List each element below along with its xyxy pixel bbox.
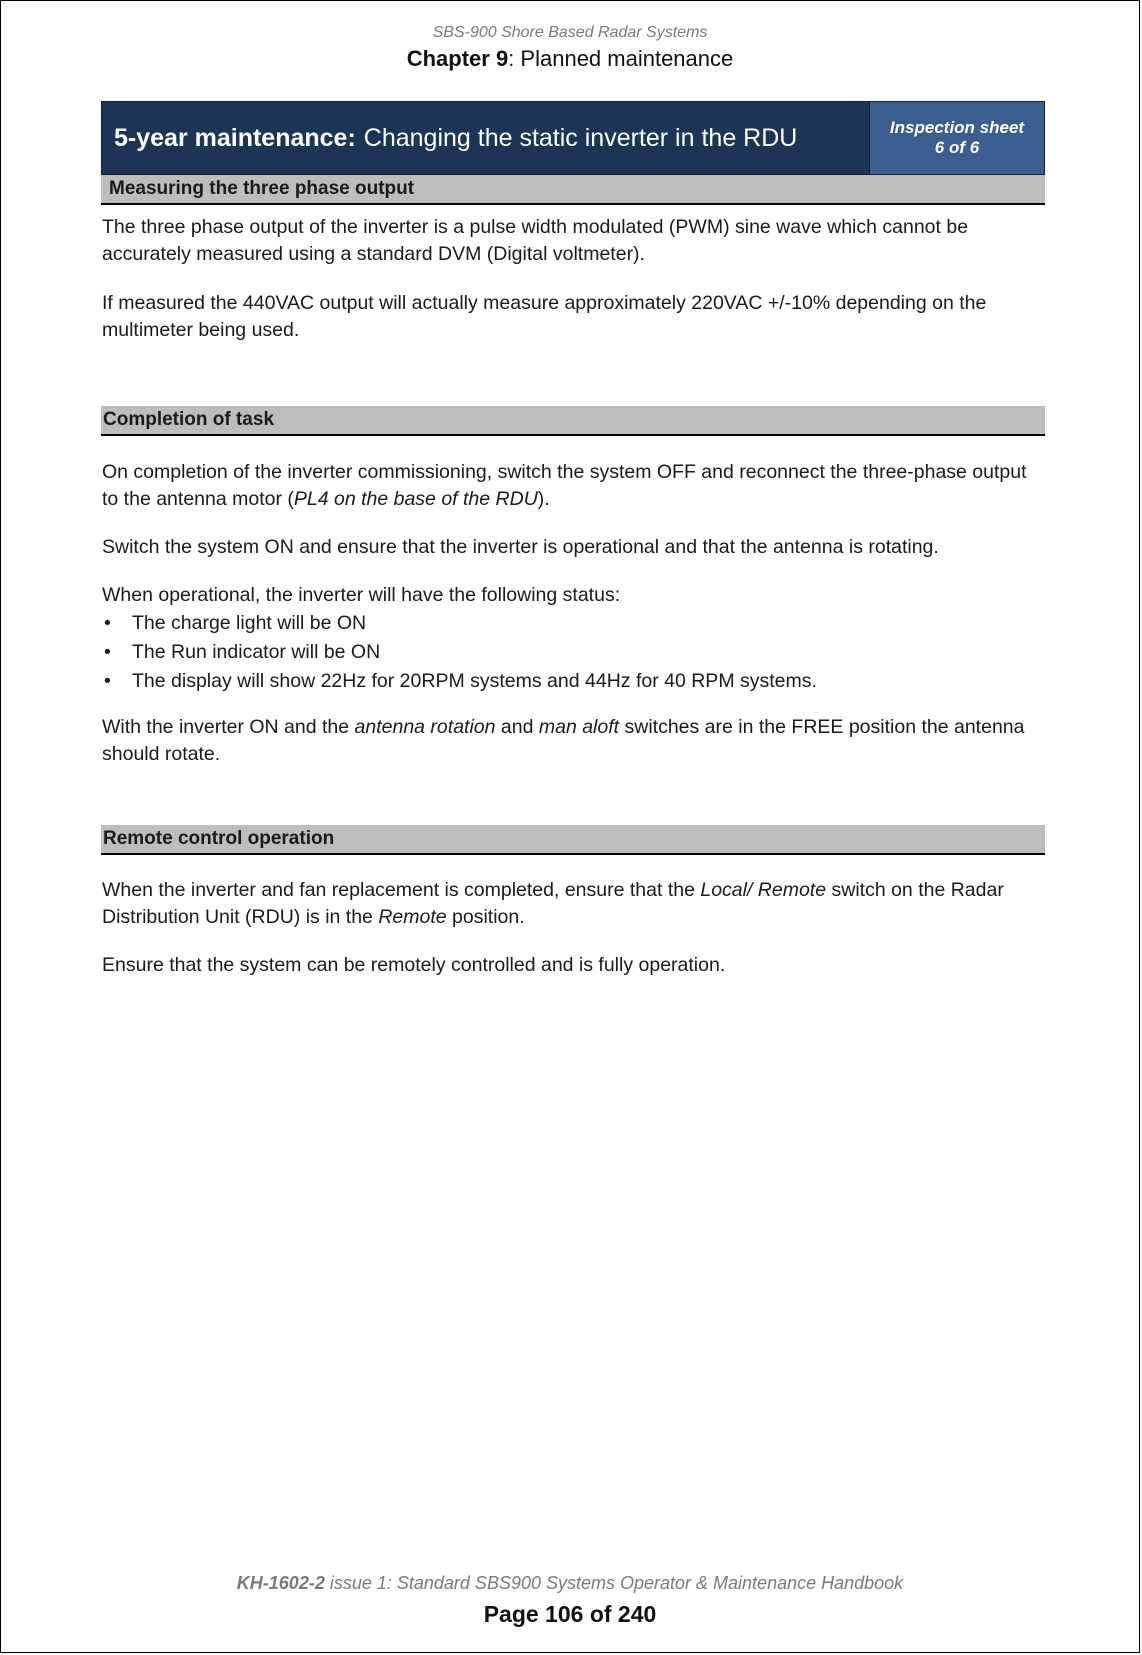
section-heading-remote: Remote control operation: [101, 825, 1045, 855]
paragraph: Switch the system ON and ensure that the inverter is operational and that the antenna is rotating.: [102, 536, 939, 558]
bullet-icon: •: [104, 670, 111, 692]
text-run: With the inverter ON and the: [102, 716, 355, 738]
paragraph: If measured the 440VAC output will actually measure approximately 220VAC +/-10% depending on the multimeter being used.: [102, 292, 987, 341]
bullet-icon: •: [104, 641, 111, 663]
section-body-remote: [102, 877, 1042, 979]
paragraph: When operational, the inverter will have the following status:: [102, 584, 621, 606]
text-run: position.: [446, 906, 525, 928]
paragraph: [102, 877, 1042, 931]
inspection-sheet-label: Inspection sheet: [889, 118, 1025, 137]
list-item: [102, 609, 1042, 638]
inspection-sheet-count: 6 of 6: [934, 138, 980, 157]
footer-doc-title: issue 1: Standard SBS900 Systems Operator & Maintenance Handbook: [324, 1573, 904, 1593]
bullet-icon: •: [104, 612, 111, 634]
italic-run: Local/ Remote: [700, 879, 827, 901]
banner-title: [102, 102, 869, 174]
maintenance-banner: [101, 101, 1045, 175]
paragraph: Ensure that the system can be remotely controlled and is fully operation.: [102, 954, 726, 976]
inspection-sheet-box: [869, 102, 1044, 174]
list-item-text: The charge light will be ON: [132, 612, 367, 634]
italic-run: man aloft: [538, 716, 620, 738]
chapter-label: Chapter 9: [406, 46, 509, 71]
section-heading-completion: Completion of task: [101, 406, 1045, 436]
paragraph: [102, 459, 1042, 513]
chapter-heading: [1, 45, 1139, 73]
list-item-text: The Run indicator will be ON: [132, 641, 381, 663]
text-run: switch on the Radar Distribution Unit (RDU) is in the: [102, 879, 1004, 928]
section-heading-measuring: Measuring the three phase output: [101, 175, 1045, 205]
chapter-title: : Planned maintenance: [508, 46, 734, 71]
italic-run: Remote: [378, 906, 447, 928]
text-run: When the inverter and fan replacement is completed, ensure that the: [102, 879, 701, 901]
banner-title-bold: 5-year maintenance:: [114, 123, 356, 152]
footer-doc-code: KH-1602-2: [236, 1573, 325, 1593]
italic-run: PL4 on the base of the RDU: [293, 488, 538, 510]
footer-document-title: [1, 1573, 1139, 1594]
series-title: SBS-900 Shore Based Radar Systems: [432, 24, 708, 41]
running-header: [1, 23, 1139, 73]
page-number: Page 106 of 240: [483, 1601, 657, 1627]
italic-run: antenna rotation: [354, 716, 496, 738]
text-run: ).: [537, 488, 550, 510]
banner-title-text: Changing the static inverter in the RDU: [363, 123, 798, 152]
text-run: and: [495, 716, 539, 738]
section-body-completion: [102, 459, 1042, 768]
paragraph: The three phase output of the inverter is a pulse width modulated (PWM) sine wave which cannot be accurately measured using a standard DVM (Digital voltmeter).: [102, 216, 969, 265]
list-item: [102, 667, 1042, 696]
status-list: [102, 609, 1042, 696]
paragraph: [102, 714, 1042, 768]
text-run: switches are in the FREE position the antenna should rotate.: [102, 716, 1025, 765]
text-run: On completion of the inverter commissioning, switch the system OFF and reconnect the three-phase output to the antenna motor (: [102, 461, 1027, 510]
section-body-measuring: [102, 214, 1042, 344]
list-item: [102, 638, 1042, 667]
list-item-text: The display will show 22Hz for 20RPM systems and 44Hz for 40 RPM systems.: [132, 670, 817, 692]
